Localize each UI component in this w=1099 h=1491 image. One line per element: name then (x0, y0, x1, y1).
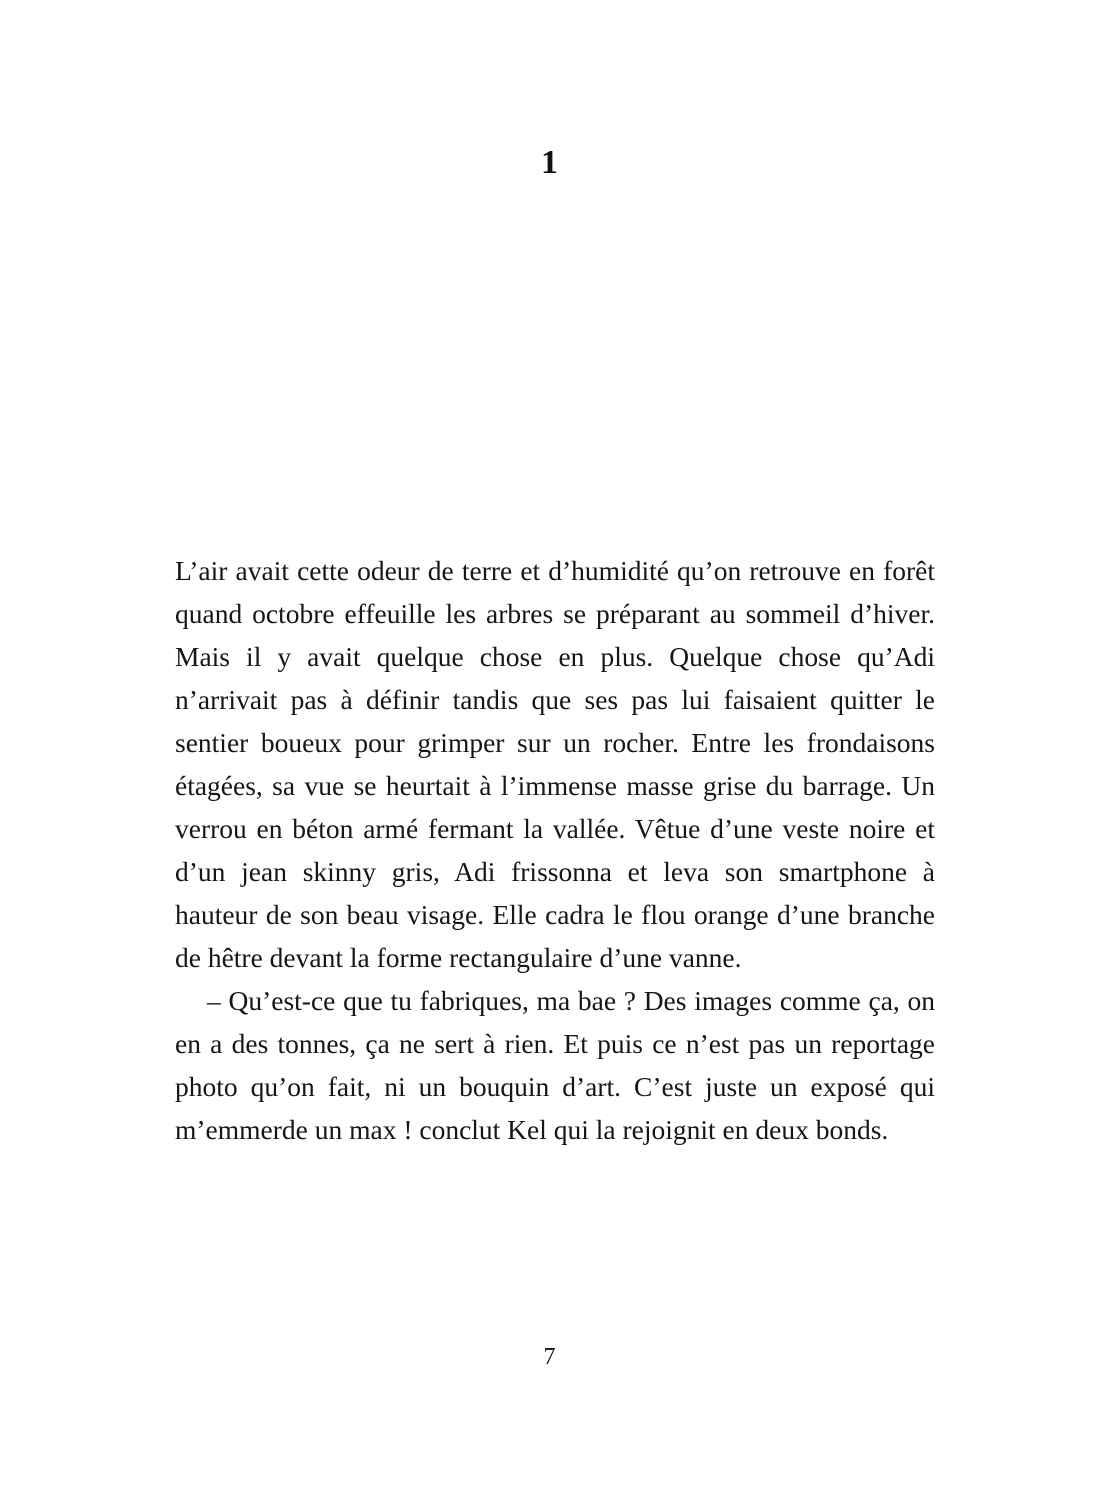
chapter-number: 1 (541, 144, 558, 181)
body-text (175, 549, 935, 1151)
page-number: 7 (543, 1344, 556, 1370)
paragraph-1: L’air avait cette odeur de terre et d’humidité qu’on retrouve en forêt quand octobre effeuille les arbres se préparant au sommeil d’hiver. Mais il y avait quelque chose en plus. Quelque chose qu’Adi n’arrivait pas à définir tandis que ses pas lui faisaient quitter le sentier boueux pour grimper sur un rocher. Entre les frondaisons étagées, sa vue se heurtait à l’immense masse grise du barrage. Un verrou en béton armé fermant la vallée. Vêtue d’une veste noire et d’un jean skinny gris, Adi frissonna et leva son smartphone à hauteur de son beau visage. Elle cadra le flou orange d’une branche de hêtre devant la forme rectangulaire d’une vanne. (175, 555, 935, 973)
paragraph-2-dialogue: – Qu’est-ce que tu fabriques, ma bae ? Des images comme ça, on en a des tonnes, ça ne sert à rien. Et puis ce n’est pas un reportage photo qu’on fait, ni un bouquin d’art. C’est juste un exposé qui m’emmerde un max ! conclut Kel qui la rejoignit en deux bonds. (175, 985, 935, 1145)
